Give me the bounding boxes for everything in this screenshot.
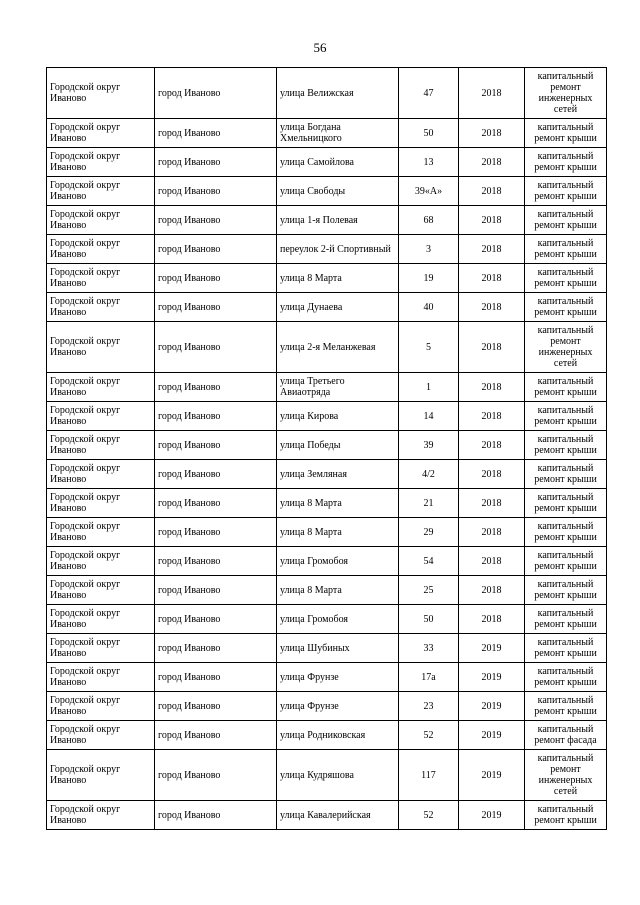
city-cell: город Иваново (155, 402, 277, 431)
table-row (47, 576, 607, 605)
city-cell: город Иваново (155, 605, 277, 634)
work-type-cell: капитальный ремонт крыши (525, 264, 607, 293)
table-row (47, 119, 607, 148)
work-type-cell: капитальный ремонт крыши (525, 119, 607, 148)
work-type-cell: капитальный ремонт крыши (525, 460, 607, 489)
okrug-cell: Городской округ Иваново (47, 460, 155, 489)
work-type-cell: капитальный ремонт крыши (525, 576, 607, 605)
year-cell: 2019 (459, 692, 525, 721)
street-cell: улица 8 Марта (277, 576, 399, 605)
work-type-cell: капитальный ремонт крыши (525, 177, 607, 206)
table-row (47, 264, 607, 293)
year-cell: 2018 (459, 177, 525, 206)
okrug-cell: Городской округ Иваново (47, 293, 155, 322)
street-cell: улица Богдана Хмельницкого (277, 119, 399, 148)
table-row (47, 518, 607, 547)
street-cell: улица Дунаева (277, 293, 399, 322)
year-cell: 2018 (459, 576, 525, 605)
table-row (47, 235, 607, 264)
work-type-cell: капитальный ремонт крыши (525, 373, 607, 402)
year-cell: 2018 (459, 119, 525, 148)
house-number-cell: 40 (399, 293, 459, 322)
house-number-cell: 3 (399, 235, 459, 264)
okrug-cell: Городской округ Иваново (47, 801, 155, 830)
work-type-cell: капитальный ремонт крыши (525, 235, 607, 264)
year-cell: 2018 (459, 605, 525, 634)
work-type-cell: капитальный ремонт инженерных сетей (525, 322, 607, 373)
house-number-cell: 117 (399, 750, 459, 801)
year-cell: 2018 (459, 402, 525, 431)
table-row (47, 68, 607, 119)
table-row (47, 750, 607, 801)
okrug-cell: Городской округ Иваново (47, 576, 155, 605)
house-number-cell: 23 (399, 692, 459, 721)
city-cell: город Иваново (155, 518, 277, 547)
year-cell: 2018 (459, 148, 525, 177)
city-cell: город Иваново (155, 489, 277, 518)
work-type-cell: капитальный ремонт крыши (525, 293, 607, 322)
table-row (47, 293, 607, 322)
city-cell: город Иваново (155, 293, 277, 322)
street-cell: улица Родниковская (277, 721, 399, 750)
city-cell: город Иваново (155, 322, 277, 373)
work-type-cell: капитальный ремонт крыши (525, 148, 607, 177)
year-cell: 2018 (459, 235, 525, 264)
okrug-cell: Городской округ Иваново (47, 721, 155, 750)
table-row (47, 801, 607, 830)
city-cell: город Иваново (155, 264, 277, 293)
table-row (47, 148, 607, 177)
city-cell: город Иваново (155, 68, 277, 119)
year-cell: 2018 (459, 322, 525, 373)
house-number-cell: 50 (399, 605, 459, 634)
okrug-cell: Городской округ Иваново (47, 148, 155, 177)
house-number-cell: 52 (399, 721, 459, 750)
table-row (47, 206, 607, 235)
year-cell: 2019 (459, 721, 525, 750)
okrug-cell: Городской округ Иваново (47, 402, 155, 431)
work-type-cell: капитальный ремонт крыши (525, 605, 607, 634)
street-cell: улица Третьего Авиаотряда (277, 373, 399, 402)
year-cell: 2018 (459, 264, 525, 293)
table-row (47, 489, 607, 518)
year-cell: 2018 (459, 489, 525, 518)
house-number-cell: 50 (399, 119, 459, 148)
work-type-cell: капитальный ремонт крыши (525, 634, 607, 663)
okrug-cell: Городской округ Иваново (47, 663, 155, 692)
street-cell: улица Фрунзе (277, 692, 399, 721)
table-row (47, 373, 607, 402)
work-type-cell: капитальный ремонт крыши (525, 402, 607, 431)
work-type-cell: капитальный ремонт крыши (525, 206, 607, 235)
year-cell: 2018 (459, 547, 525, 576)
okrug-cell: Городской округ Иваново (47, 264, 155, 293)
work-type-cell: капитальный ремонт крыши (525, 489, 607, 518)
street-cell: улица Победы (277, 431, 399, 460)
street-cell: улица Шубиных (277, 634, 399, 663)
city-cell: город Иваново (155, 634, 277, 663)
street-cell: улица Кудряшова (277, 750, 399, 801)
house-number-cell: 1 (399, 373, 459, 402)
work-type-cell: капитальный ремонт крыши (525, 518, 607, 547)
city-cell: город Иваново (155, 750, 277, 801)
table-body (47, 68, 607, 830)
house-number-cell: 17а (399, 663, 459, 692)
city-cell: город Иваново (155, 235, 277, 264)
okrug-cell: Городской округ Иваново (47, 518, 155, 547)
house-number-cell: 4/2 (399, 460, 459, 489)
street-cell: улица 2-я Меланжевая (277, 322, 399, 373)
city-cell: город Иваново (155, 801, 277, 830)
year-cell: 2018 (459, 293, 525, 322)
work-type-cell: капитальный ремонт крыши (525, 431, 607, 460)
city-cell: город Иваново (155, 373, 277, 402)
year-cell: 2018 (459, 460, 525, 489)
house-number-cell: 13 (399, 148, 459, 177)
repair-schedule-table (46, 67, 607, 830)
table-row (47, 663, 607, 692)
city-cell: город Иваново (155, 431, 277, 460)
okrug-cell: Городской округ Иваново (47, 373, 155, 402)
okrug-cell: Городской округ Иваново (47, 68, 155, 119)
street-cell: улица Кирова (277, 402, 399, 431)
table-row (47, 460, 607, 489)
street-cell: улица Кавалерийская (277, 801, 399, 830)
table-row (47, 322, 607, 373)
work-type-cell: капитальный ремонт крыши (525, 663, 607, 692)
year-cell: 2019 (459, 801, 525, 830)
table-row (47, 692, 607, 721)
okrug-cell: Городской округ Иваново (47, 634, 155, 663)
year-cell: 2019 (459, 634, 525, 663)
year-cell: 2018 (459, 373, 525, 402)
okrug-cell: Городской округ Иваново (47, 547, 155, 576)
city-cell: город Иваново (155, 460, 277, 489)
table-row (47, 402, 607, 431)
okrug-cell: Городской округ Иваново (47, 177, 155, 206)
street-cell: улица Свободы (277, 177, 399, 206)
okrug-cell: Городской округ Иваново (47, 489, 155, 518)
year-cell: 2018 (459, 68, 525, 119)
house-number-cell: 52 (399, 801, 459, 830)
city-cell: город Иваново (155, 692, 277, 721)
street-cell: улица Велижская (277, 68, 399, 119)
work-type-cell: капитальный ремонт инженерных сетей (525, 68, 607, 119)
year-cell: 2019 (459, 750, 525, 801)
city-cell: город Иваново (155, 177, 277, 206)
house-number-cell: 14 (399, 402, 459, 431)
house-number-cell: 19 (399, 264, 459, 293)
city-cell: город Иваново (155, 721, 277, 750)
house-number-cell: 25 (399, 576, 459, 605)
okrug-cell: Городской округ Иваново (47, 119, 155, 148)
table-row (47, 177, 607, 206)
street-cell: улица Самойлова (277, 148, 399, 177)
house-number-cell: 47 (399, 68, 459, 119)
house-number-cell: 21 (399, 489, 459, 518)
city-cell: город Иваново (155, 148, 277, 177)
street-cell: улица 8 Марта (277, 264, 399, 293)
table-row (47, 634, 607, 663)
okrug-cell: Городской округ Иваново (47, 206, 155, 235)
city-cell: город Иваново (155, 547, 277, 576)
year-cell: 2019 (459, 663, 525, 692)
work-type-cell: капитальный ремонт крыши (525, 692, 607, 721)
table-row (47, 431, 607, 460)
street-cell: улица 1-я Полевая (277, 206, 399, 235)
year-cell: 2018 (459, 206, 525, 235)
street-cell: улица Громобоя (277, 605, 399, 634)
street-cell: переулок 2-й Спортивный (277, 235, 399, 264)
work-type-cell: капитальный ремонт инженерных сетей (525, 750, 607, 801)
work-type-cell: капитальный ремонт крыши (525, 801, 607, 830)
page-number: 56 (313, 40, 327, 55)
okrug-cell: Городской округ Иваново (47, 605, 155, 634)
house-number-cell: 33 (399, 634, 459, 663)
house-number-cell: 29 (399, 518, 459, 547)
city-cell: город Иваново (155, 119, 277, 148)
okrug-cell: Городской округ Иваново (47, 235, 155, 264)
house-number-cell: 39«А» (399, 177, 459, 206)
table-row (47, 721, 607, 750)
street-cell: улица 8 Марта (277, 489, 399, 518)
table-row (47, 605, 607, 634)
house-number-cell: 68 (399, 206, 459, 235)
year-cell: 2018 (459, 518, 525, 547)
street-cell: улица Фрунзе (277, 663, 399, 692)
house-number-cell: 5 (399, 322, 459, 373)
table-row (47, 547, 607, 576)
year-cell: 2018 (459, 431, 525, 460)
house-number-cell: 54 (399, 547, 459, 576)
okrug-cell: Городской округ Иваново (47, 431, 155, 460)
okrug-cell: Городской округ Иваново (47, 322, 155, 373)
street-cell: улица Земляная (277, 460, 399, 489)
city-cell: город Иваново (155, 663, 277, 692)
city-cell: город Иваново (155, 576, 277, 605)
work-type-cell: капитальный ремонт фасада (525, 721, 607, 750)
street-cell: улица Громобоя (277, 547, 399, 576)
work-type-cell: капитальный ремонт крыши (525, 547, 607, 576)
house-number-cell: 39 (399, 431, 459, 460)
okrug-cell: Городской округ Иваново (47, 692, 155, 721)
okrug-cell: Городской округ Иваново (47, 750, 155, 801)
city-cell: город Иваново (155, 206, 277, 235)
street-cell: улица 8 Марта (277, 518, 399, 547)
